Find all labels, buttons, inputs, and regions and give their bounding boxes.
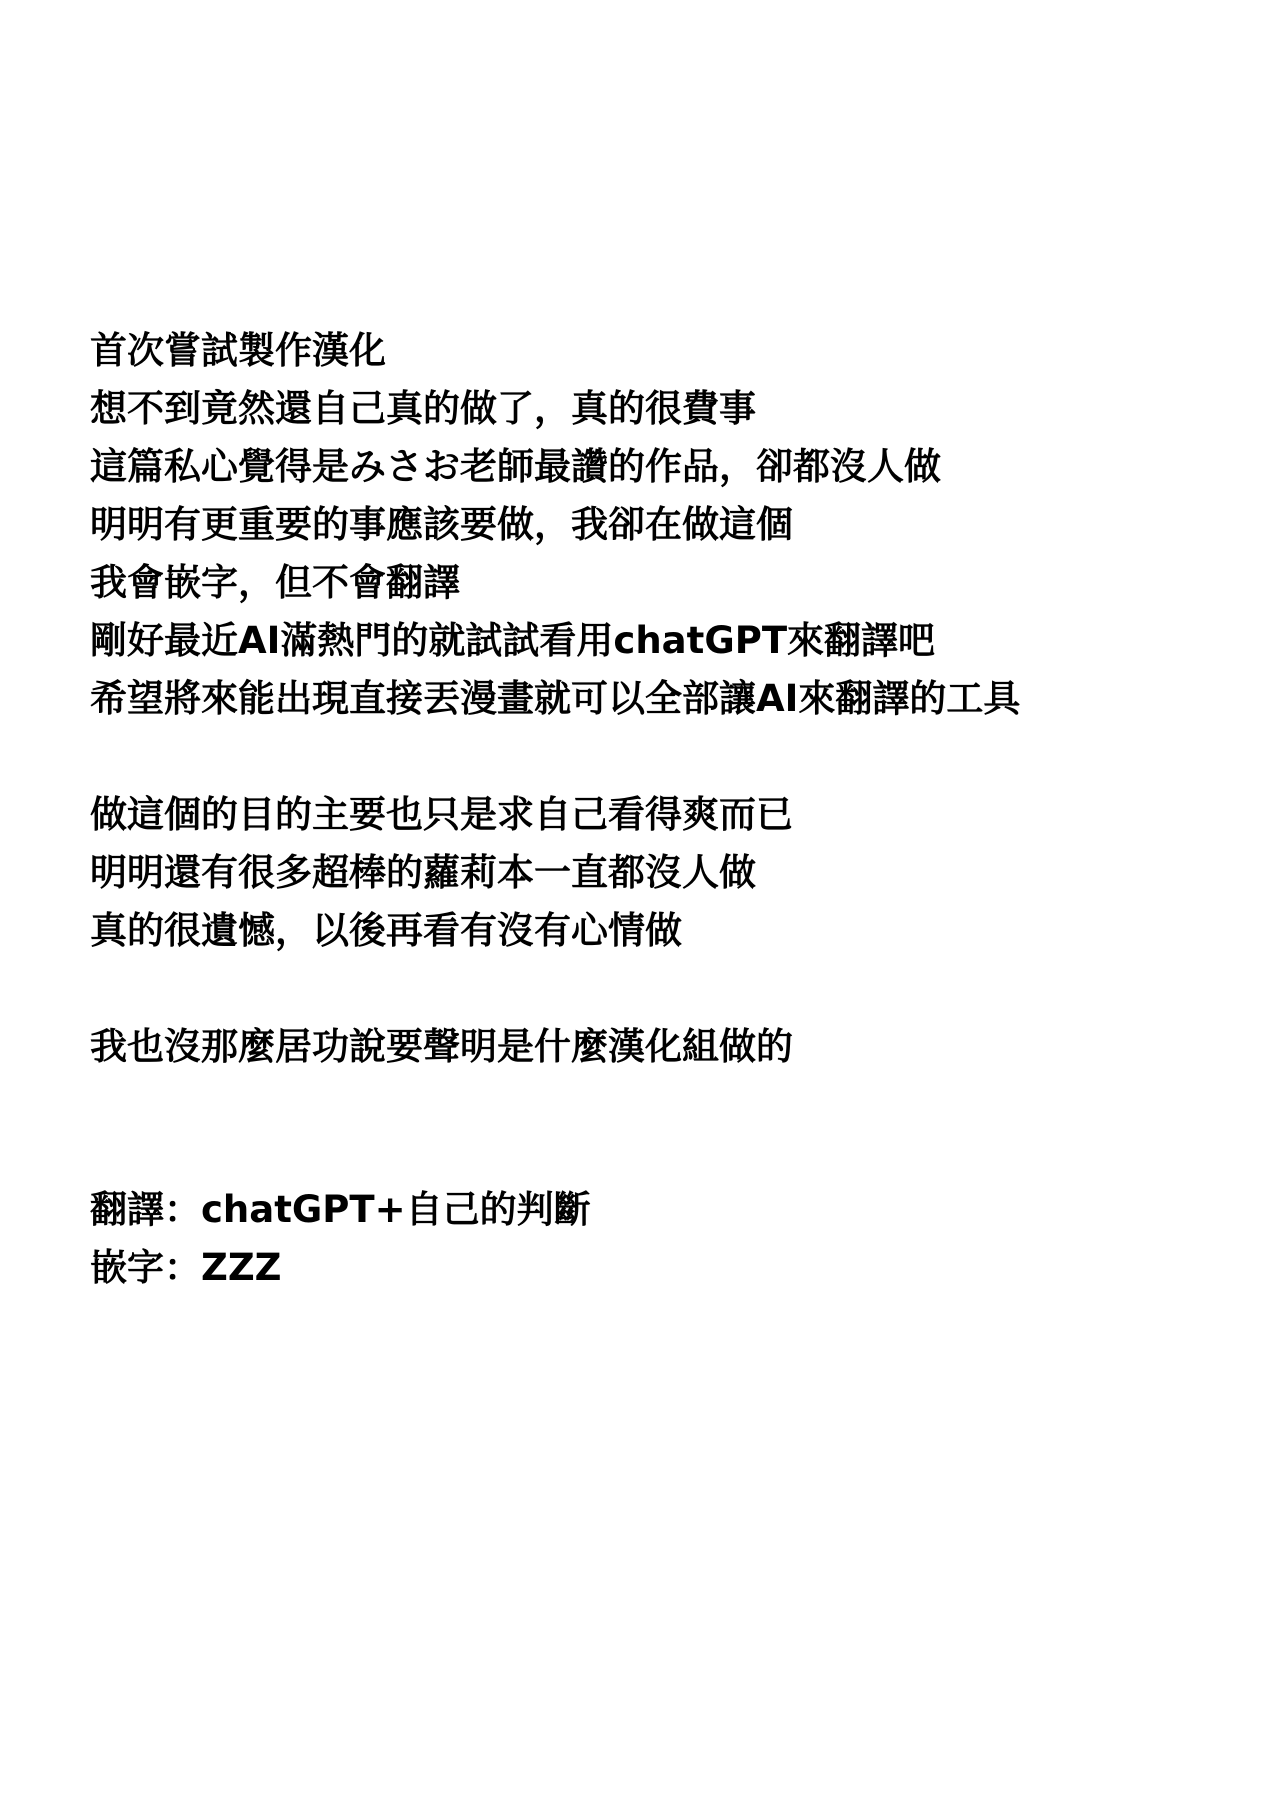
paragraph-spacer [90, 728, 1240, 786]
note-line: 想不到竟然還自己真的做了，真的很費事 [90, 387, 756, 430]
note-line: 剛好最近AI滿熱門的就試試看用chatGPT來翻譯吧 [90, 619, 936, 662]
paragraph-disclaimer [90, 1018, 1240, 1076]
paragraph-intro [90, 322, 1240, 728]
note-line: 明明有更重要的事應該要做，我卻在做這個 [90, 503, 793, 546]
note-line: 做這個的目的主要也只是求自己看得爽而已 [90, 793, 793, 836]
paragraph-spacer [90, 1076, 1240, 1181]
note-line: 這篇私心覺得是みさお老師最讚的作品，卻都沒人做 [90, 445, 941, 488]
credit-typesetting: 嵌字：ZZZ [90, 1246, 282, 1289]
note-line: 我也沒那麼居功說要聲明是什麼漢化組做的 [90, 1025, 793, 1068]
paragraph-spacer [90, 960, 1240, 1018]
paragraph-purpose [90, 786, 1240, 960]
note-line: 真的很遺憾，以後再看有沒有心情做 [90, 909, 682, 952]
note-line: 首次嘗試製作漢化 [90, 329, 386, 372]
note-text-block [90, 322, 1240, 1297]
note-line: 我會嵌字，但不會翻譯 [90, 561, 460, 604]
note-line: 明明還有很多超棒的蘿莉本一直都沒人做 [90, 851, 756, 894]
credits-block [90, 1181, 1240, 1297]
credit-translation: 翻譯：chatGPT+自己的判斷 [90, 1188, 591, 1231]
note-line: 希望將來能出現直接丟漫畫就可以全部讓AI來翻譯的工具 [90, 677, 1021, 720]
